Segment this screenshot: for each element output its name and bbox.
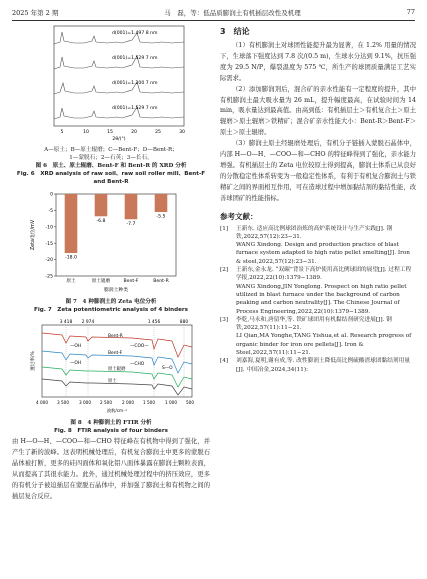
xrd-legend-2: 1—蒙脱石；2—石英；3—长石。	[69, 155, 153, 161]
fig7-caption-en: Fig. 7 Zeta potentiometric analysis of 4 binders	[34, 307, 188, 313]
article-running-title: 马 磊，等：低品质膨润土有机插层改性及机理	[164, 8, 301, 17]
ftir-annotation: —OH	[70, 344, 82, 349]
ftir-figure	[12, 317, 210, 415]
zeta-bar	[95, 194, 108, 216]
zeta-bar	[125, 194, 138, 219]
ftir-xtick: 1 000	[165, 400, 177, 405]
zeta-bar	[155, 194, 168, 212]
ftir-annotation: S—O	[162, 366, 173, 371]
reference-item	[220, 266, 416, 283]
ftir-series-label: 原土	[108, 379, 117, 384]
fig8-caption-cn: 图 8 4 种膨润土的 FTIR 分析	[70, 420, 152, 426]
right-column	[220, 24, 416, 374]
fig6-caption-cn: 图 6 原土、原土辊磨、Bent-F 和 Bent-R 的 XRD 分析	[35, 163, 187, 169]
zeta-category-label: 原土	[66, 279, 76, 284]
ftir-peak-label: 3 418	[59, 320, 73, 325]
reference-item	[220, 357, 416, 374]
xrd-xtick: 25	[155, 130, 161, 135]
zeta-category-label: 原土辊磨	[91, 279, 111, 284]
reference-number	[220, 241, 236, 266]
ftir-annotation: —COO—	[130, 344, 149, 349]
zeta-ytick-label: -10	[45, 225, 53, 231]
running-header	[12, 6, 415, 18]
zeta-ytick-label: -20	[45, 258, 53, 264]
fig6-caption-en: Fig. 6 XRD analysis of raw soil、raw soil roller mill、Bent-F and Bent-R	[16, 171, 206, 185]
ftir-xtick: 1 500	[143, 400, 155, 405]
header-rule	[12, 20, 415, 21]
zeta-data-label: -6.8	[96, 218, 106, 224]
reference-number: [3]	[220, 316, 229, 323]
xrd-xlabel: 2θ/(°)	[112, 137, 126, 142]
reference-list	[220, 225, 416, 374]
ftir-xtick: 2 500	[100, 400, 112, 405]
zeta-data-label: -5.5	[156, 214, 166, 220]
xrd-xtick: 10	[83, 130, 89, 135]
ftir-peak-label: 1 456	[147, 320, 161, 325]
ftir-series-label: Bent-R	[108, 334, 123, 339]
left-body-paragraph: 由 H—O—H、—COO—和—CHO 特征峰在有机物中得到了强化，并产生了新的波峰。这表明机械处理后，有机复合膨润土中更多的蒙脱石晶体被打断，更多的硅四面体和氧化铝八面体暴露在膨润土颗粒表面，从而提高了其很水能力。此外，通过机械处理过程中的挤压效应，更多的有机分子被迫插层在蒙脱石晶体中，并加强了膨润土和有机物之间的插层复合反应。	[12, 438, 210, 500]
ftir-annotation: —CHO	[130, 362, 145, 367]
section-heading: 3 结论	[220, 27, 250, 36]
xrd-legend-1: A—原土；B—原土辊磨；C—Bent-F；D—Bent-R；	[44, 147, 178, 153]
ftir-annotation: —OH	[70, 361, 82, 366]
xrd-xtick: 30	[179, 130, 185, 135]
left-column	[12, 24, 210, 502]
xrd-plot-frame	[54, 26, 184, 126]
xrd-label-b: d(001)=1.529 7 nm	[112, 56, 158, 61]
reference-item	[220, 241, 416, 266]
zeta-xlabel: 膨润土种类	[104, 288, 128, 293]
zeta-data-label: -18.0	[65, 255, 77, 261]
zeta-category-label: Bent-R	[153, 279, 169, 284]
ftir-peak-label: 2 974	[81, 320, 95, 325]
ftir-series-label: 原土辊磨	[108, 367, 126, 372]
journal-issue: 2025 年第 2 期	[12, 8, 59, 17]
reference-item	[220, 225, 416, 242]
conclusion-paragraph-3: （3）膨润土原土经辊磨处理后，有机分子链插入蒙脱石晶体中，内部 H—O—H、—COO—和—CHO 的特征峰得到了强化，亲水能力增强。有机插层土的 Zeta 电位较原土得到提高，膨润土体系已从良好的分散稳定性体系转变为一般稳定性体系，有利于有机复合膨润土与铁精矿之间的界面相互作用，可在造球过程中增加黏结剂的黏结性能，改善球团矿的性能指标。	[220, 140, 416, 202]
xrd-label-d: d(001)=1.529 7 nm	[112, 106, 158, 111]
ftir-xtick: 500	[186, 400, 194, 405]
zeta-ytick-label: 0	[50, 192, 53, 198]
xrd-xtick: 5	[60, 130, 64, 135]
ftir-ylabel: 透过率/%	[31, 351, 36, 371]
conclusion-paragraph-1: （1）有机膨润土对球团性能提升最为显著，在 1.2% 用量的情况下，生球落下强度达到 7.8 次/(0.5 m)，生球水分达到 9.1%，抗压强度为 29.5 N/P，爆裂温度为 575 ℃，所生产的球团质量满足工艺实际需求。	[220, 42, 416, 82]
xrd-label-c: d(001)=1.200 7 nm	[112, 81, 158, 86]
xrd-xtick: 15	[107, 130, 113, 135]
xrd-label-a: d(001)=1.497 8 nm	[112, 31, 158, 36]
ftir-peak-label: 880	[179, 320, 189, 325]
zeta-ylabel: Zeta电位/mV	[31, 219, 36, 251]
reference-text: LI Qian,MA Yonghe,TANG Yishua,et al. Research progress of organic binder for iron ore pellets[J]. Iron & Steel,2022,57(11):11−21.	[236, 333, 412, 357]
reference-item	[220, 283, 416, 316]
reference-text: 王新东,金永龙. “双碳”背景下高炉使用高比例球团的展望[J]. 过程工程学报,2022,22(10):1379−1389.	[236, 267, 412, 282]
ftir-xtick: 3 500	[57, 400, 69, 405]
ftir-xtick: 3 000	[79, 400, 91, 405]
reference-number: [4]	[220, 358, 229, 365]
reference-number: [1]	[220, 225, 229, 232]
xrd-figure	[12, 24, 210, 142]
xrd-xtick: 20	[131, 130, 137, 135]
fig8-caption-en: Fig. 8 FTIR analysis of four binders	[54, 428, 168, 434]
reference-number	[220, 332, 236, 357]
zeta-ytick-label: -25	[45, 274, 53, 280]
zeta-bar-chart	[12, 190, 210, 294]
ftir-xtick: 2 000	[122, 400, 134, 405]
zeta-ytick-label: -5	[48, 209, 53, 214]
ftir-series-label: Bent-F	[108, 351, 123, 356]
fig7-caption-cn: 图 7 4 种膨润土的 Zeta 电位分析	[65, 299, 157, 305]
zeta-data-label: -7.7	[126, 221, 136, 227]
reference-number: [2]	[220, 267, 229, 274]
reference-item	[220, 332, 416, 357]
reference-item	[220, 316, 416, 333]
reference-number	[220, 283, 236, 316]
reference-text: WANG Xindong,JIN Yonglong. Prospect on high ratio pellet utilized in blast furnace under the background of carbon peaking and carbon neutrality[J]. The Chinese Journal of Process Engineering,2022,22(10):1379−1389.	[236, 283, 407, 315]
references-heading: 参考文献：	[220, 211, 258, 221]
zeta-ytick-label: -15	[45, 241, 53, 247]
ftir-xtick: 4 000	[36, 400, 48, 405]
page-number: 77	[406, 8, 415, 16]
reference-text: 王新东. 适应高比例球团治炼的高炉系统设计与生产实践[J]. 钢铁,2022,57(12):23−31.	[236, 225, 393, 240]
zeta-bar	[65, 194, 78, 253]
reference-text: 刘嘉海,夏明,谢有成,等. 改性膨润土降低高比例硫酸渣球团黏结剂用量[J]. 中国冶金,2024,34(11):	[236, 358, 410, 373]
conclusion-paragraph-2: （2）添加膨润剂后，混合矿的亲水性能有一定程度的提升，其中有机膨润土最大吸水量为 26 mL，提升幅度最高，在试验时间为 14 min，吸水量达到最高值。由高到低：有机插层土＞有机复合土＞原土辊磨＞原土辊磨＞铁精矿；混合矿亲水性能大小：Bent-R＞Bent-F＞原土＞原土辊磨。	[220, 85, 416, 137]
zeta-category-label: Bent-F	[123, 279, 139, 284]
ftir-xlabel: 波数/cm⁻¹	[106, 408, 128, 413]
ftir-curve-raw	[42, 379, 192, 395]
reference-text: WANG Xindong. Design and production practice of blast furnace system adapted to high ratio pellet smelting[J]. Iron & steel,2022,57(12):23−31.	[236, 242, 410, 265]
reference-text: 李乾,马永和,唐留华,等. 铁矿球团用有机黏结剂研究进展[J]. 钢铁,2022,57(11):11−21.	[236, 316, 392, 332]
